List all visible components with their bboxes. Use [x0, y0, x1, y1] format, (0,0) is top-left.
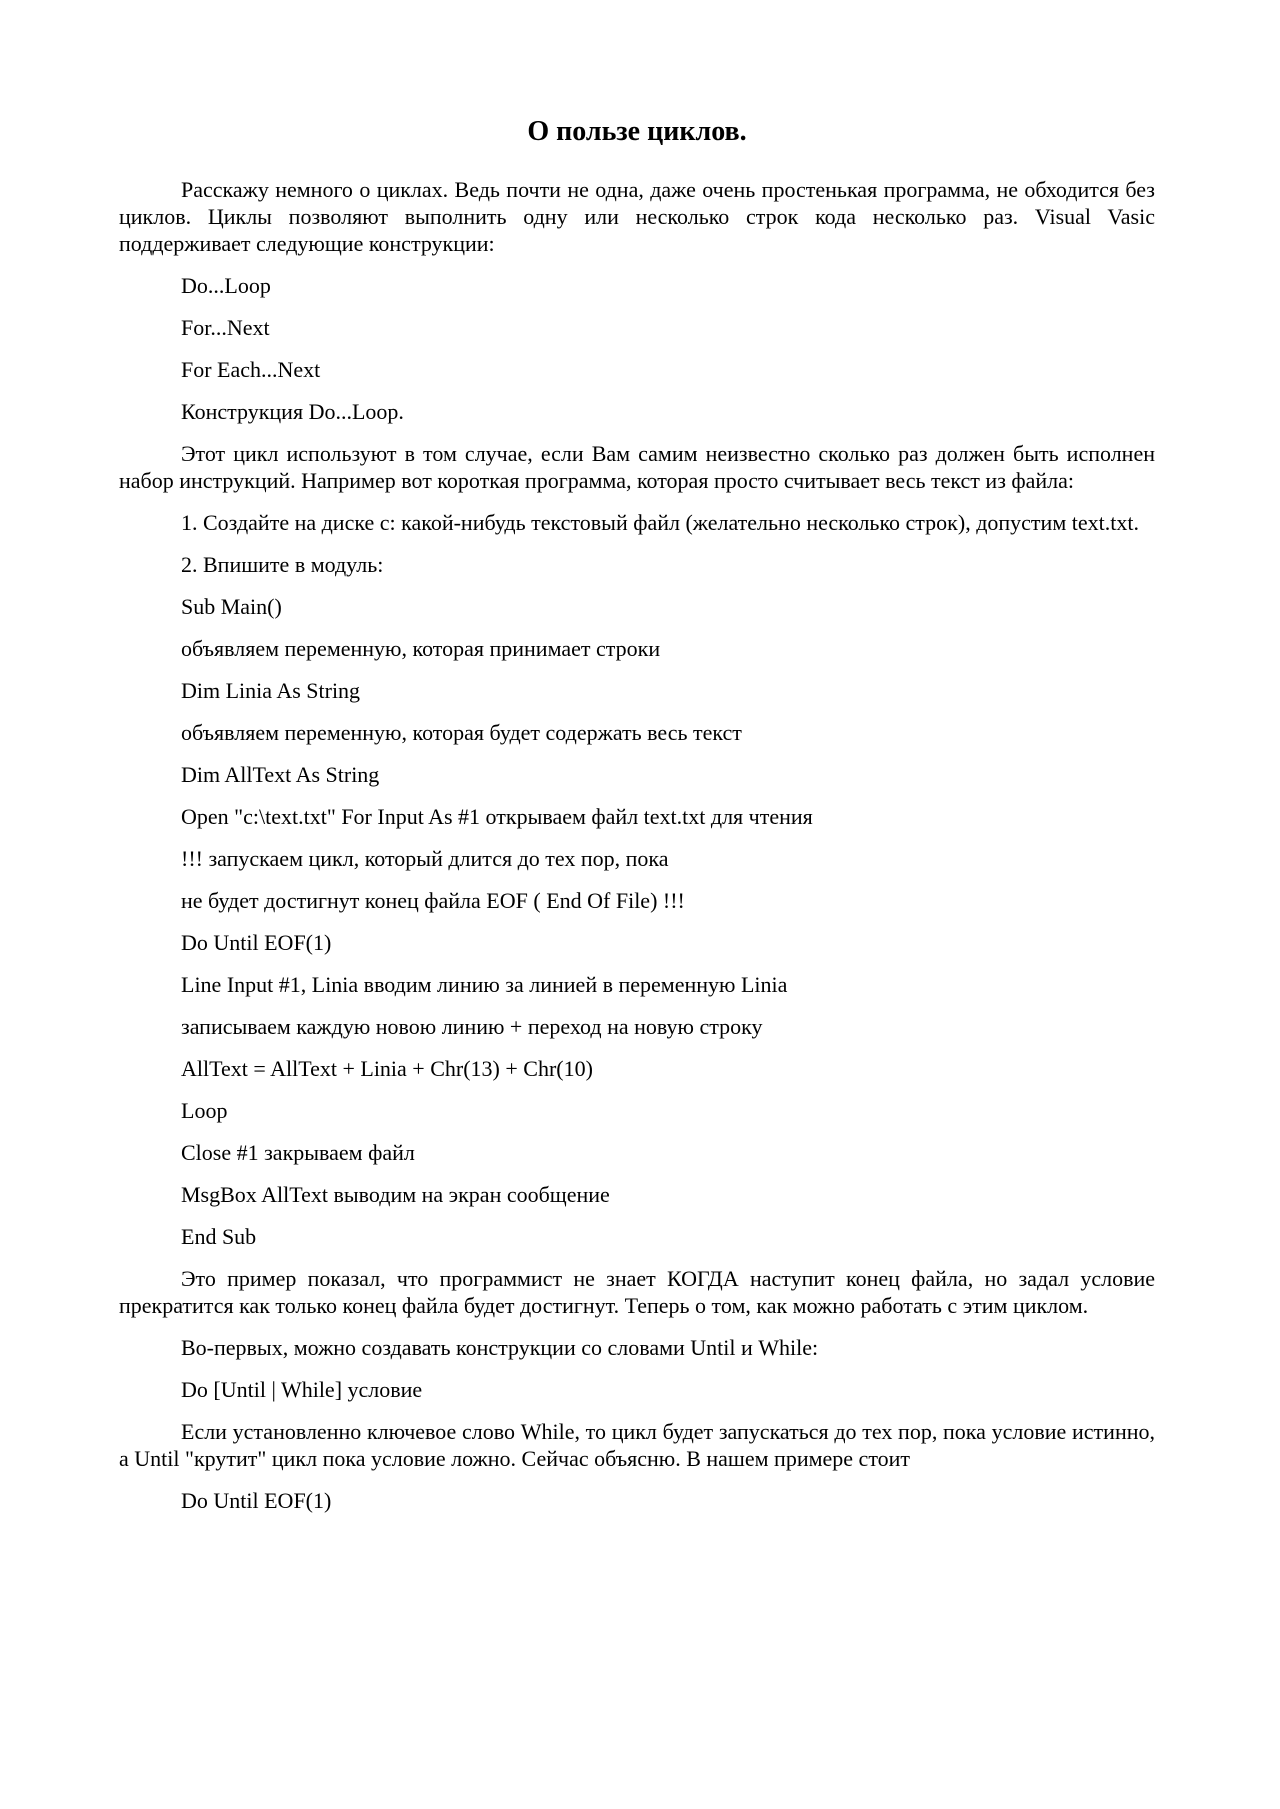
- paragraph: Если установленно ключевое слово While, то цикл будет запускаться до тех пор, пока условие истинно, а Until "крутит" цикл пока условие ложно. Сейчас объясню. В нашем примере стоит: [119, 1419, 1155, 1471]
- paragraph: Это пример показал, что программист не знает КОГДА наступит конец файла, но задал условие прекратится как только конец файла будет достигнут. Теперь о том, как можно работать с этим циклом.: [119, 1266, 1155, 1318]
- paragraph: 1. Создайте на диске с: какой-нибудь текстовый файл (желательно несколько строк), допустим text.txt.: [181, 510, 1139, 535]
- paragraph: 2. Впишите в модуль:: [181, 552, 384, 577]
- page-title: О пользе циклов.: [527, 116, 747, 147]
- paragraph: Loop: [181, 1098, 228, 1123]
- paragraph: End Sub: [181, 1224, 257, 1249]
- paragraph: Во-первых, можно создавать конструкции со словами Until и While:: [181, 1335, 819, 1360]
- paragraph: For Each...Next: [181, 357, 321, 382]
- paragraph: записываем каждую новою линию + переход на новую строку: [181, 1014, 763, 1039]
- paragraph: For...Next: [181, 315, 270, 340]
- paragraph: !!! запускаем цикл, который длится до тех пор, пока: [181, 846, 669, 871]
- paragraph: Do Until EOF(1): [181, 1488, 332, 1513]
- paragraph: Конструкция Do...Loop.: [181, 399, 404, 424]
- paragraph: Line Input #1, Linia вводим линию за линией в переменную Linia: [181, 972, 788, 997]
- paragraph: Do...Loop: [181, 273, 271, 298]
- paragraph: Dim AllText As String: [181, 762, 380, 787]
- paragraph: Этот цикл используют в том случае, если Вам самим неизвестно сколько раз должен быть исполнен набор инструкций. Например вот короткая программа, которая просто считывает весь текст из файла:: [119, 441, 1155, 493]
- paragraph: объявляем переменную, которая будет содержать весь текст: [181, 720, 742, 745]
- paragraph: не будет достигнут конец файла EOF ( End Of File) !!!: [181, 888, 685, 913]
- paragraph: Open "c:\text.txt" For Input As #1 открываем файл text.txt для чтения: [181, 804, 813, 829]
- paragraph: Close #1 закрываем файл: [181, 1140, 415, 1165]
- paragraph: Do Until EOF(1): [181, 930, 332, 955]
- paragraph: Dim Linia As String: [181, 678, 361, 703]
- paragraph: объявляем переменную, которая принимает строки: [181, 636, 661, 661]
- paragraph: MsgBox AllText выводим на экран сообщение: [181, 1182, 610, 1207]
- paragraph: Расскажу немного о циклах. Ведь почти не одна, даже очень простенькая программа, не обходится без циклов. Циклы позволяют выполнить одну или несколько строк кода несколько раз. Visual Vasic поддерживает следующие конструкции:: [119, 177, 1155, 256]
- paragraph: AllText = AllText + Linia + Chr(13) + Chr(10): [181, 1056, 593, 1081]
- paragraph: Do [Until | While] условие: [181, 1377, 423, 1402]
- paragraph: Sub Main(): [181, 594, 282, 619]
